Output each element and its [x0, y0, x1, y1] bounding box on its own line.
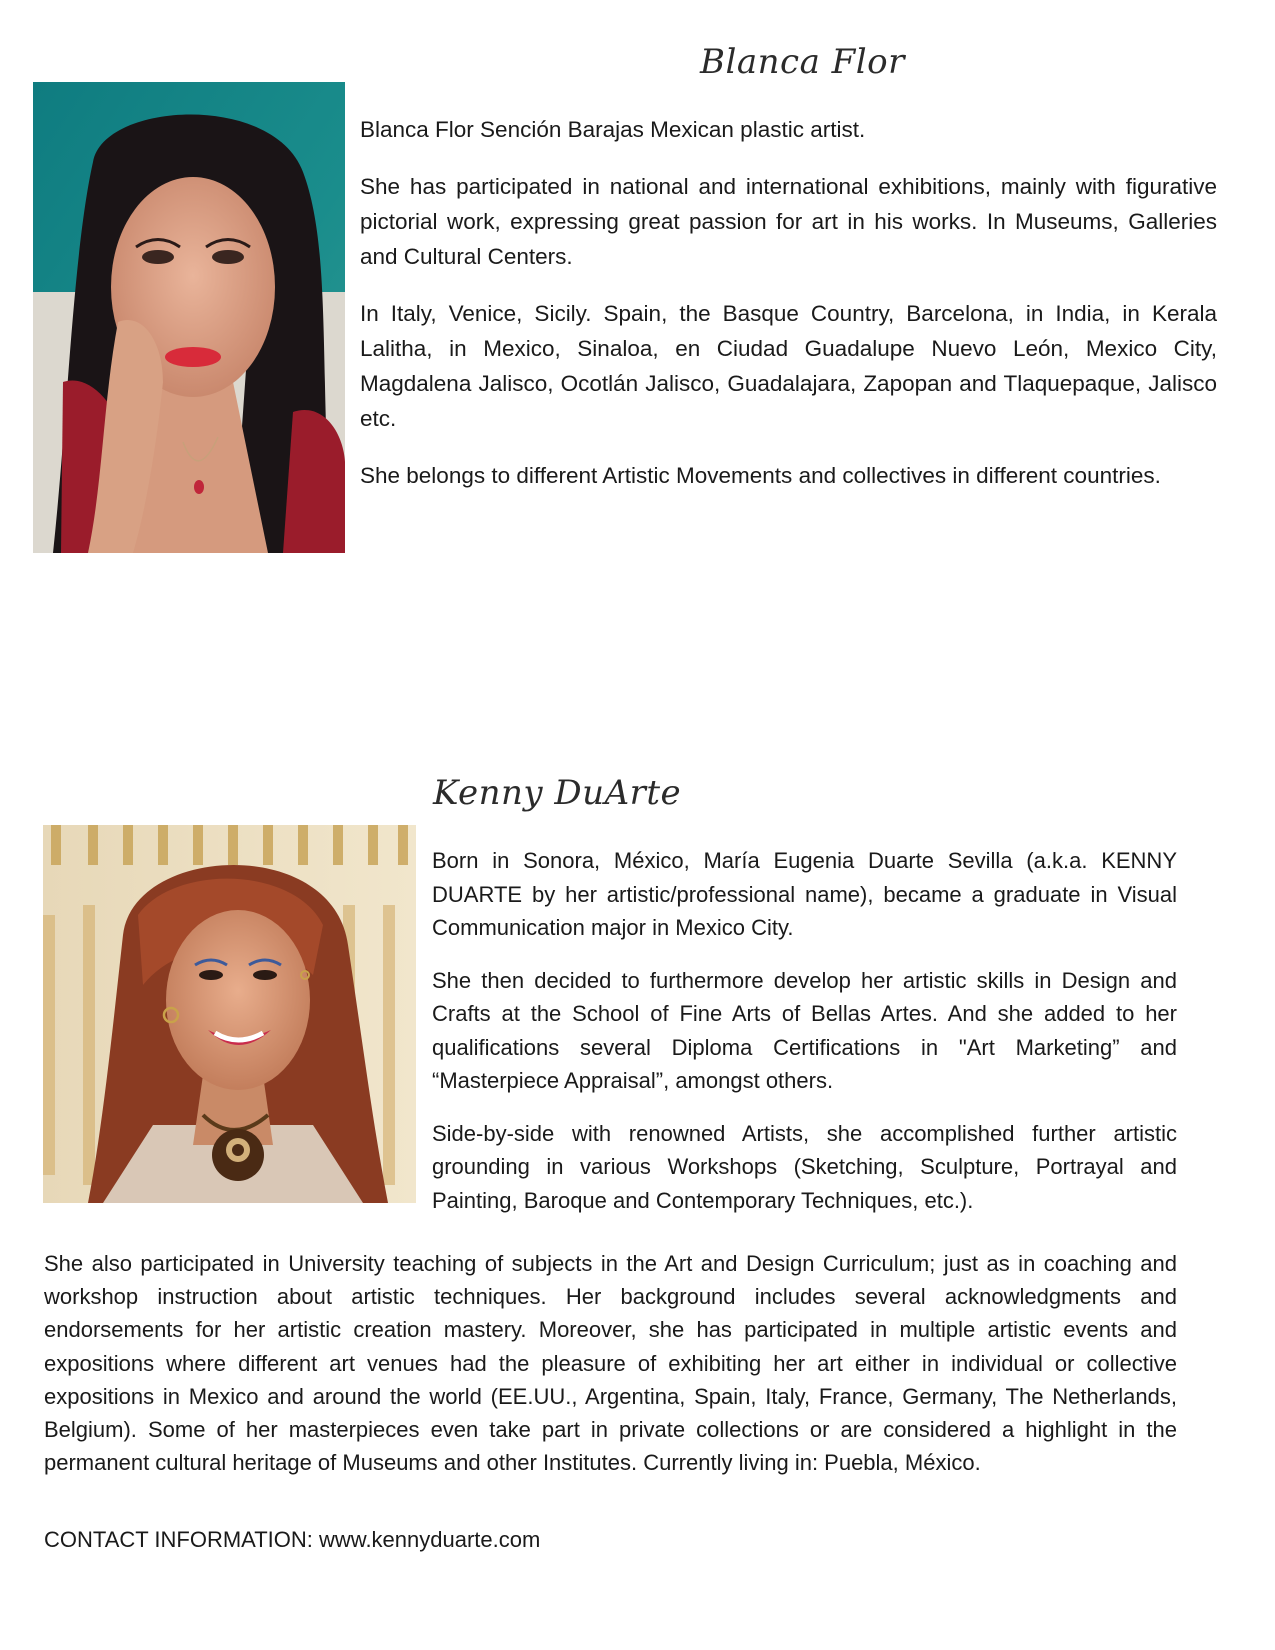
bio-blanca-flor — [360, 112, 1217, 515]
bio-kenny-duarte — [432, 844, 1177, 1236]
contact-information: CONTACT INFORMATION: www.kennyduarte.com — [44, 1527, 541, 1552]
bio-paragraph: She has participated in national and international exhibitions, mainly with figurative pictorial work, expressing great passion for art in his works. In Museums, Galleries and Cultural Centers. — [360, 174, 1217, 269]
bio-paragraph: She belongs to different Artistic Movements and collectives in different countries. — [360, 463, 1161, 488]
portrait-photo-blanca-flor — [33, 82, 345, 553]
bio-paragraph: Born in Sonora, México, María Eugenia Duarte Sevilla (a.k.a. KENNY DUARTE by her artistic/professional name), became a graduate in Visual Communication major in Mexico City. — [432, 848, 1177, 940]
portrait-photo-kenny-duarte — [43, 825, 416, 1203]
bio-paragraph: In Italy, Venice, Sicily. Spain, the Basque Country, Barcelona, in India, in Kerala Lalitha, in Mexico, Sinaloa, en Ciudad Guadalupe Nuevo León, Mexico City, Magdalena Jalisco, Ocotlán Jalisco, Guadalajara, Zapopan and Tlaquepaque, Jalisco etc. — [360, 301, 1217, 431]
artist-name-blanca-flor: Blanca Flor — [700, 42, 905, 82]
bio-paragraph: Blanca Flor Sención Barajas Mexican plastic artist. — [360, 117, 866, 142]
artist-name-kenny-duarte: Kenny DuArte — [433, 773, 682, 813]
bio-paragraph: She then decided to furthermore develop her artistic skills in Design and Crafts at the School of Fine Arts of Bellas Artes. And she added to her qualifications several Diploma Certifications in "Art Marketing” and “Masterpiece Appraisal”, amongst others. — [432, 967, 1177, 1093]
bio-kenny-duarte-continued — [44, 1247, 1177, 1479]
bio-paragraph: Side-by-side with renowned Artists, she accomplished further artistic grounding in various Workshops (Sketching, Sculpture, Portrayal and Painting, Baroque and Contemporary Techniques, etc.). — [432, 1120, 1177, 1213]
bio-paragraph: She also participated in University teaching of subjects in the Art and Design Curriculum; just as in coaching and workshop instruction about artistic techniques. Her background includes several acknowledgments and endorsements for her artistic creation mastery. Moreover, she has participated in multiple artistic events and expositions where different art venues had the pleasure of exhibiting her art either in individual or collective expositions in Mexico and around the world (EE.UU., Argentina, Spain, Italy, France, Germany, The Netherlands, Belgium). Some of her masterpieces even take part in private collections or are considered a highlight in the permanent cultural heritage of Museums and other Institutes. Currently living in: Puebla, México. — [44, 1251, 1177, 1476]
